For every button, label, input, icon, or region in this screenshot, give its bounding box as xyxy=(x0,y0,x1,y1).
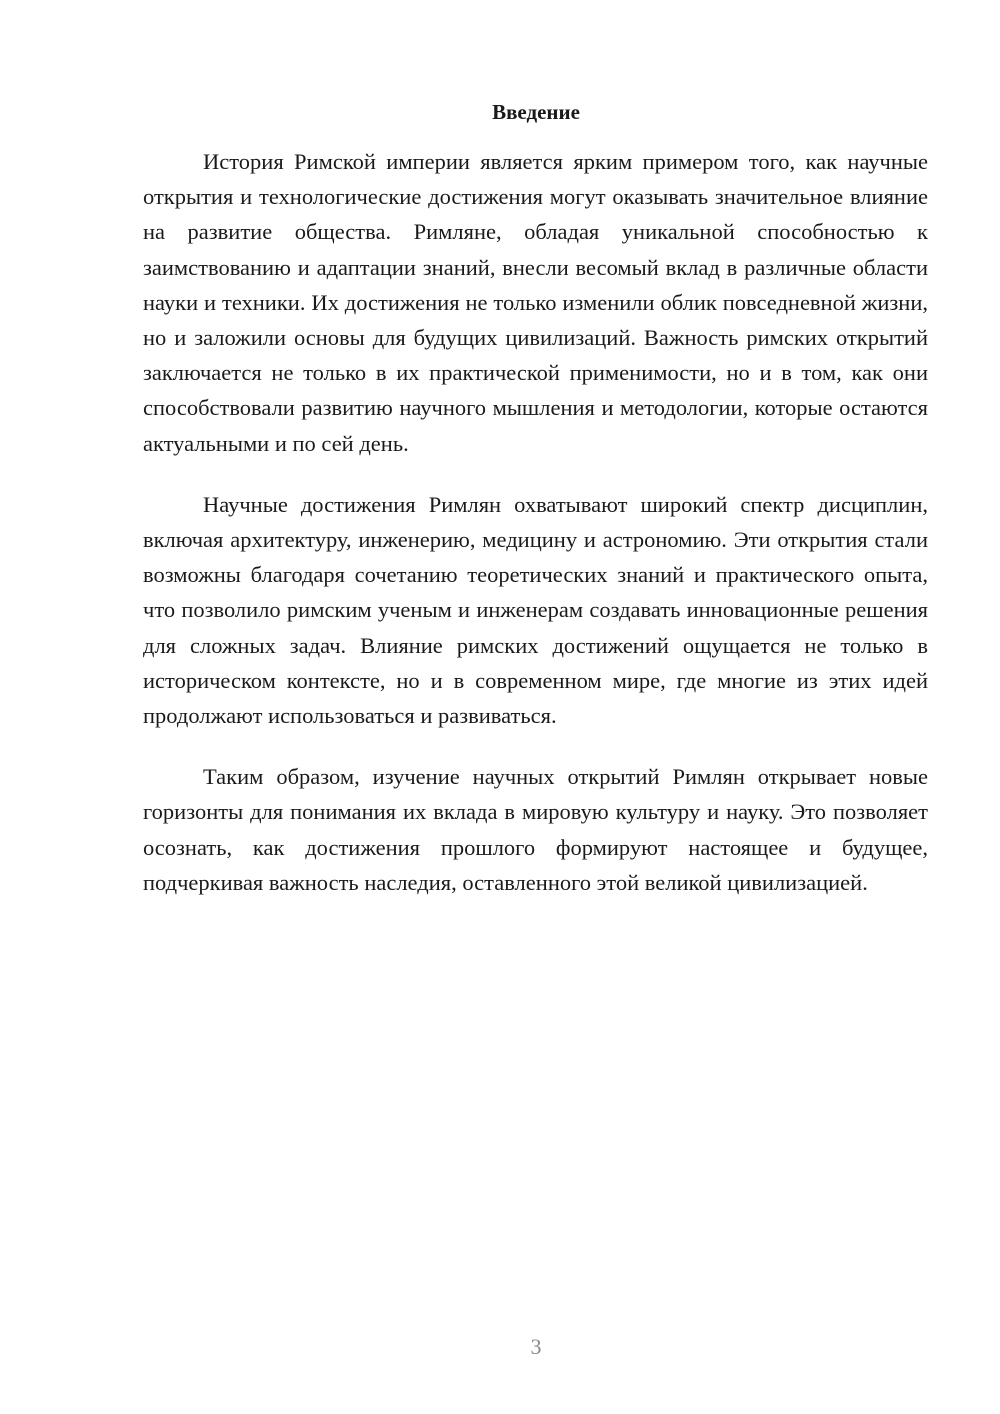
paragraph-3: Таким образом, изучение научных открытий Римлян открывает новые горизонты для понимания их вклада в мировую культуру и науку. Это позволяет осознать, как достижения прошлого формируют настоящее и будущее, подчеркивая важность наследия, оставленного этой великой цивилизацией. xyxy=(143,764,928,895)
section-title: Введение xyxy=(492,100,580,124)
body-text xyxy=(143,144,928,926)
page-number: 3 xyxy=(530,1334,542,1359)
paragraph-2: Научные достижения Римлян охватывают широкий спектр дисциплин, включая архитектуру, инженерию, медицину и астрономию. Эти открытия стали возможны благодаря сочетанию теоретических знаний и практического опыта, что позволило римским ученым и инженерам создавать инновационные решения для сложных задач. Влияние римских достижений ощущается не только в историческом контексте, но и в современном мире, где многие из этих идей продолжают использоваться и развиваться. xyxy=(143,491,928,729)
paragraph-1: История Римской империи является ярким примером того, как научные открытия и технологические достижения могут оказывать значительное влияние на развитие общества. Римляне, обладая уникальной способностью к заимствованию и адаптации знаний, внесли весомый вклад в различные области науки и техники. Их достижения не только изменили облик повседневной жизни, но и заложили основы для будущих цивилизаций. Важность римских открытий заключается не только в их практической применимости, но и в том, как они способствовали развитию научного мышления и методологии, которые остаются актуальными и по сей день. xyxy=(143,149,928,456)
